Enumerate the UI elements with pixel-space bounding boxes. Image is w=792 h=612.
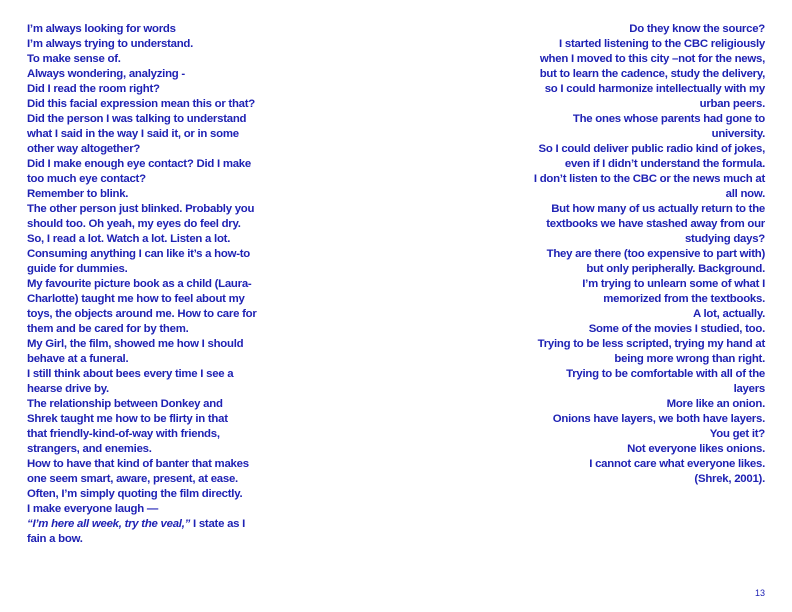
text-line: I don’t listen to the CBC or the news much at <box>533 173 765 185</box>
text-line: Trying to be comfortable with all of the <box>566 368 765 380</box>
text-line: I started listening to the CBC religiously <box>559 38 765 50</box>
text-line: fain a bow. <box>27 533 83 545</box>
text-line: Not everyone likes onions. <box>627 443 765 455</box>
quote-text: “I’m here all week, try the veal,” <box>27 518 191 530</box>
text-line: So, I read a lot. Watch a lot. Listen a lot. <box>27 233 231 245</box>
text-line: Often, I’m simply quoting the film directly. <box>27 488 243 500</box>
text-line: even if I didn’t understand the formula. <box>564 158 765 170</box>
text-line: How to have that kind of banter that makes <box>27 458 249 470</box>
text-line: other way altogether? <box>27 143 141 155</box>
text-line: Onions have layers, we both have layers. <box>552 413 765 425</box>
text-line: Did the person I was talking to understand <box>27 113 247 125</box>
text-line: but only peripherally. Background. <box>586 263 765 275</box>
text-line: The relationship between Donkey and <box>27 398 223 410</box>
text-line: university. <box>711 128 765 140</box>
text-line: So I could deliver public radio kind of jokes, <box>538 143 765 155</box>
text-line: Charlotte) taught me how to feel about my <box>27 293 245 305</box>
text-line: should too. Oh yeah, my eyes do feel dry. <box>27 218 241 230</box>
text-line: so I could harmonize intellectually with my <box>544 83 765 95</box>
text-line: I cannot care what everyone likes. <box>589 458 765 470</box>
text-line-quote <box>27 517 272 532</box>
text-line: The ones whose parents had gone to <box>572 113 765 125</box>
text-line: but to learn the cadence, study the delivery, <box>539 68 765 80</box>
text-line: My Girl, the film, showed me how I should <box>27 338 244 350</box>
text-line: You get it? <box>709 428 765 440</box>
text-line: one seem smart, aware, present, at ease. <box>27 473 238 485</box>
text-line: Consuming anything I can like it’s a how-to <box>27 248 250 260</box>
text-line: To make sense of. <box>27 53 121 65</box>
text-line: I still think about bees every time I see a <box>27 368 234 380</box>
text-line: I’m always looking for words <box>27 23 176 35</box>
text-line: The other person just blinked. Probably you <box>27 203 255 215</box>
text-line: textbooks we have stashed away from our <box>546 218 765 230</box>
text-line: Did this facial expression mean this or that? <box>27 98 256 110</box>
quote-attribution-text: I state as I <box>190 518 246 530</box>
text-line: I’m trying to unlearn some of what I <box>582 278 765 290</box>
text-line: They are there (too expensive to part with) <box>546 248 765 260</box>
text-line: that friendly-kind-of-way with friends, <box>27 428 220 440</box>
text-line: Trying to be less scripted, trying my hand at <box>537 338 765 350</box>
text-line: Some of the movies I studied, too. <box>588 323 765 335</box>
text-line: My favourite picture book as a child (Laura- <box>27 278 252 290</box>
text-line: I’m always trying to understand. <box>27 38 194 50</box>
text-line: studying days? <box>684 233 765 245</box>
text-line: urban peers. <box>699 98 765 110</box>
text-line: guide for dummies. <box>27 263 128 275</box>
text-line: Remember to blink. <box>27 188 129 200</box>
text-line: too much eye contact? <box>27 173 146 185</box>
page-number: 13 <box>754 588 765 598</box>
text-line: toys, the objects around me. How to care for <box>27 308 257 320</box>
text-line: Shrek taught me how to be flirty in that <box>27 413 228 425</box>
text-line: being more wrong than right. <box>614 353 765 365</box>
left-page-text <box>27 22 272 547</box>
text-line: More like an onion. <box>666 398 765 410</box>
text-line: Always wondering, analyzing - <box>27 68 185 80</box>
text-line: behave at a funeral. <box>27 353 129 365</box>
text-line: Did I read the room right? <box>27 83 160 95</box>
text-line: hearse drive by. <box>27 383 109 395</box>
text-line: when I moved to this city –not for the news, <box>539 53 765 65</box>
text-line: all now. <box>725 188 765 200</box>
text-line: what I said in the way I said it, or in some <box>27 128 239 140</box>
text-line: them and be cared for by them. <box>27 323 189 335</box>
text-line: Did I make enough eye contact? Did I make <box>27 158 251 170</box>
text-line: Do they know the source? <box>629 23 765 35</box>
text-line: (Shrek, 2001). <box>694 473 765 485</box>
text-line: memorized from the textbooks. <box>603 293 765 305</box>
text-line: I make everyone laugh — <box>27 503 158 515</box>
text-line: strangers, and enemies. <box>27 443 152 455</box>
text-line: A lot, actually. <box>693 308 765 320</box>
right-page-text <box>505 22 765 487</box>
text-line: But how many of us actually return to the <box>551 203 765 215</box>
text-line: layers <box>733 383 765 395</box>
